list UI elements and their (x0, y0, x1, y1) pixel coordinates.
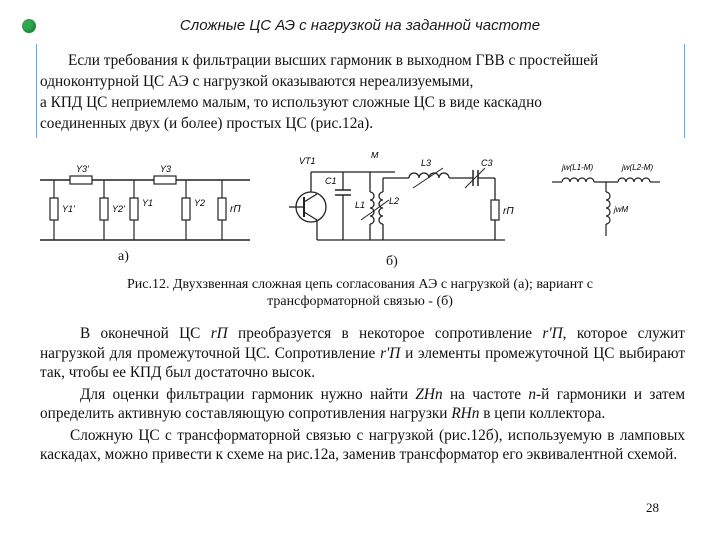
label-c3: C3 (481, 158, 493, 168)
label-y2p: Y2' (112, 204, 125, 214)
label-jw2: jw(L2-M) (622, 163, 654, 172)
intro-paragraph (40, 50, 680, 134)
intro-line: а КПД ЦС неприемлемо малым, то используют сложные ЦС в виде каскадно (40, 94, 542, 111)
text-fragment: , которое служит нагрузкой для промежуточной ЦС. Сопротивление (40, 325, 685, 362)
slide-title: Сложные ЦС АЭ с нагрузкой на заданной частоте (179, 17, 541, 34)
symbol-n: n (528, 385, 537, 403)
page-number: 28 (646, 500, 659, 515)
text-fragment: и элементы промежуточной ЦС выбирают так, чтобы ее КПД был достаточно высок. (40, 344, 686, 381)
text-fragment: в цепи коллектора. (483, 405, 606, 422)
symbol-rhn: RНn (451, 405, 480, 422)
caption-line: Рис.12. Двухзвенная сложная цепь согласования АЭ с нагрузкой (а); вариант с (126, 277, 594, 292)
label-c1: C1 (325, 176, 337, 186)
label-l3: L3 (421, 158, 432, 168)
body-text (40, 324, 685, 467)
text-fragment: на частоте (449, 385, 522, 403)
label-y1p: Y1' (62, 204, 75, 214)
label-jw1: jw(L1-M) (562, 163, 594, 172)
text-fragment: В оконечной ЦС (80, 325, 201, 342)
figure-caption (60, 276, 660, 310)
label-l1: L1 (355, 200, 366, 210)
symbol-zhn: ZНn (415, 385, 443, 403)
paragraph-1 (40, 324, 685, 383)
label-m: M (371, 152, 379, 160)
symbol-rp-prime: r'П (380, 344, 401, 362)
circuit-b-diagram (285, 152, 525, 267)
text-fragment: Для оценки фильтрации гармоник нужно найти (80, 385, 409, 403)
label-y2: Y2 (194, 198, 206, 208)
intro-line: Если требования к фильтрации высших гармоник в выходном ГВВ с простейшей (68, 52, 599, 69)
frame-line-left (36, 44, 37, 138)
symbol-rp: rП (210, 325, 228, 342)
circuit-a-diagram (36, 160, 266, 270)
label-y3p: Y3' (76, 164, 89, 174)
intro-line: соединенных двух (и более) простых ЦС (рис.12а). (40, 115, 374, 132)
circuit-c-diagram (548, 156, 698, 246)
label-l2: L2 (389, 196, 400, 206)
figure-12 (0, 140, 720, 280)
paragraph-2 (40, 385, 685, 424)
text-fragment: -й гармоники и затем определить активную составляющую сопротивления нагрузки (40, 385, 685, 422)
text-fragment: преобразуется в некоторое сопротивление (238, 325, 533, 342)
label-y1: Y1 (142, 198, 154, 208)
symbol-rp-prime: r'П (542, 325, 563, 342)
label-rp-b: rП (503, 206, 514, 217)
figure-b-label: б) (386, 254, 398, 269)
intro-line: одноконтурной ЦС АЭ с нагрузкой оказываются нереализуемыми, (40, 73, 474, 90)
label-vt1: VT1 (299, 156, 316, 166)
paragraph-3: Сложную ЦС с трансформаторной связью с нагрузкой (рис.12б), используемую в ламповых каскадах, можно привести к схеме на рис.12а, заменив трансформатор его эквивалентной схемой. (40, 426, 685, 463)
frame-line-right (684, 44, 685, 138)
label-jwm: jwM (614, 205, 629, 214)
label-y3: Y3 (160, 164, 172, 174)
figure-a-label: а) (118, 249, 129, 264)
caption-line: трансформаторной связью - (б) (267, 294, 453, 309)
label-rp-a: rП (230, 204, 241, 215)
